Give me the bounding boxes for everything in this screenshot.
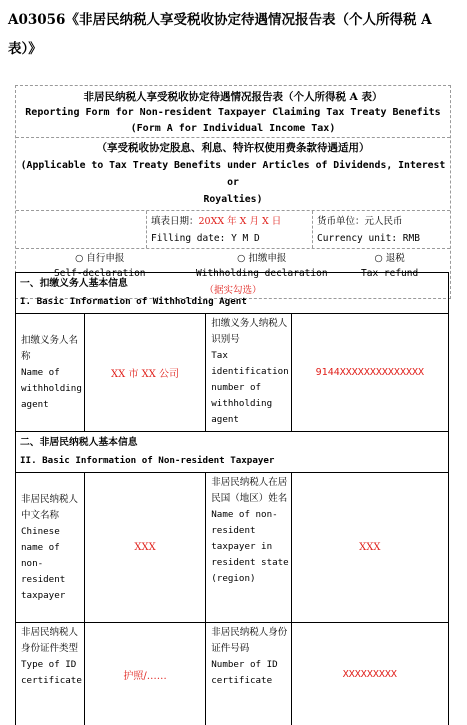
applicable-note <box>16 137 450 210</box>
section1-heading-zh: 一、扣缴义务人基本信息 <box>20 278 128 289</box>
form-title-en: Reporting Form for Non-resident Taxpayer Claiming Tax Treaty Benefits <box>25 107 441 118</box>
radio-tax-refund[interactable]: ○ 退税 <box>374 253 405 264</box>
fill-date-cell <box>146 211 312 248</box>
section2-heading <box>16 432 449 473</box>
check-note: （据实勾选） <box>204 285 262 296</box>
applicable-en-2: Royalties) <box>203 194 263 205</box>
info-table <box>15 272 449 725</box>
option-self-declaration-en: Self-declaration <box>54 268 146 279</box>
form-title-zh: 非居民纳税人享受税收协定待遇情况报告表（个人所得税 A 表） <box>83 91 383 103</box>
radio-withholding-declaration[interactable]: ○ 扣缴申报 <box>237 253 287 264</box>
currency-label-en: Currency unit: RMB <box>317 233 420 244</box>
resident-name-label: 非居民纳税人在居民国（地区）姓名 Name of non-resident taxpayer in resident state (region) <box>206 473 291 623</box>
currency-cell <box>312 211 450 248</box>
document-title: A03056《非居民纳税人享受税收协定待遇情况报告表（个人所得税 A 表）》 <box>8 12 432 57</box>
agent-id-field[interactable]: 9144XXXXXXXXXXXXXX <box>291 314 448 432</box>
option-withholding-declaration-en: Withholding declaration <box>196 268 328 279</box>
applicable-zh: （享受税收协定股息、利息、特许权使用费条款待遇适用） <box>96 142 370 154</box>
date-currency-row <box>16 210 450 248</box>
id-number-field[interactable]: XXXXXXXXX <box>291 623 448 725</box>
section2-heading-zh: 二、非居民纳税人基本信息 <box>20 437 138 448</box>
id-type-field[interactable]: 护照/…… <box>84 623 205 725</box>
section1-heading-en: I. Basic Information of Withholding Agent <box>20 296 247 307</box>
form-subtitle-en: (Form A for Individual Income Tax) <box>130 123 336 134</box>
radio-self-declaration[interactable]: ○ 自行申报 <box>75 253 125 264</box>
fill-date-label-en: Filling date: Y M D <box>151 233 260 244</box>
cn-name-label: 非居民纳税人中文名称 Chinese name of non-resident taxpayer <box>16 473 85 623</box>
agent-name-label: 扣缴义务人名称 Name of withholding agent <box>16 314 85 432</box>
section2-heading-en: II. Basic Information of Non-resident Taxpayer <box>20 455 275 466</box>
cn-name-field[interactable]: XXX <box>84 473 205 623</box>
resident-name-field[interactable]: XXX <box>291 473 448 623</box>
currency-label-zh: 货币单位：元人民币 <box>317 216 403 227</box>
form-header <box>16 86 450 137</box>
agent-name-field[interactable]: XX 市 XX 公司 <box>84 314 205 432</box>
form-frame <box>15 85 451 299</box>
section1-heading <box>16 273 449 314</box>
id-type-label: 非居民纳税人身份证件类型 Type of ID certificate <box>16 623 85 725</box>
option-tax-refund-en: Tax refund <box>361 268 419 279</box>
fill-date-label-zh: 填表日期： <box>151 216 199 227</box>
applicable-en-1: (Applicable to Tax Treaty Benefits under Articles of Dividends, Interest or <box>20 160 446 188</box>
agent-id-label: 扣缴义务人纳税人识别号 Tax identification number of withholding agent <box>206 314 291 432</box>
id-number-label: 非居民纳税人身份证件号码 Number of ID certificate <box>206 623 291 725</box>
fill-date-value[interactable]: 20XX 年 X 月 X 日 <box>198 216 282 227</box>
